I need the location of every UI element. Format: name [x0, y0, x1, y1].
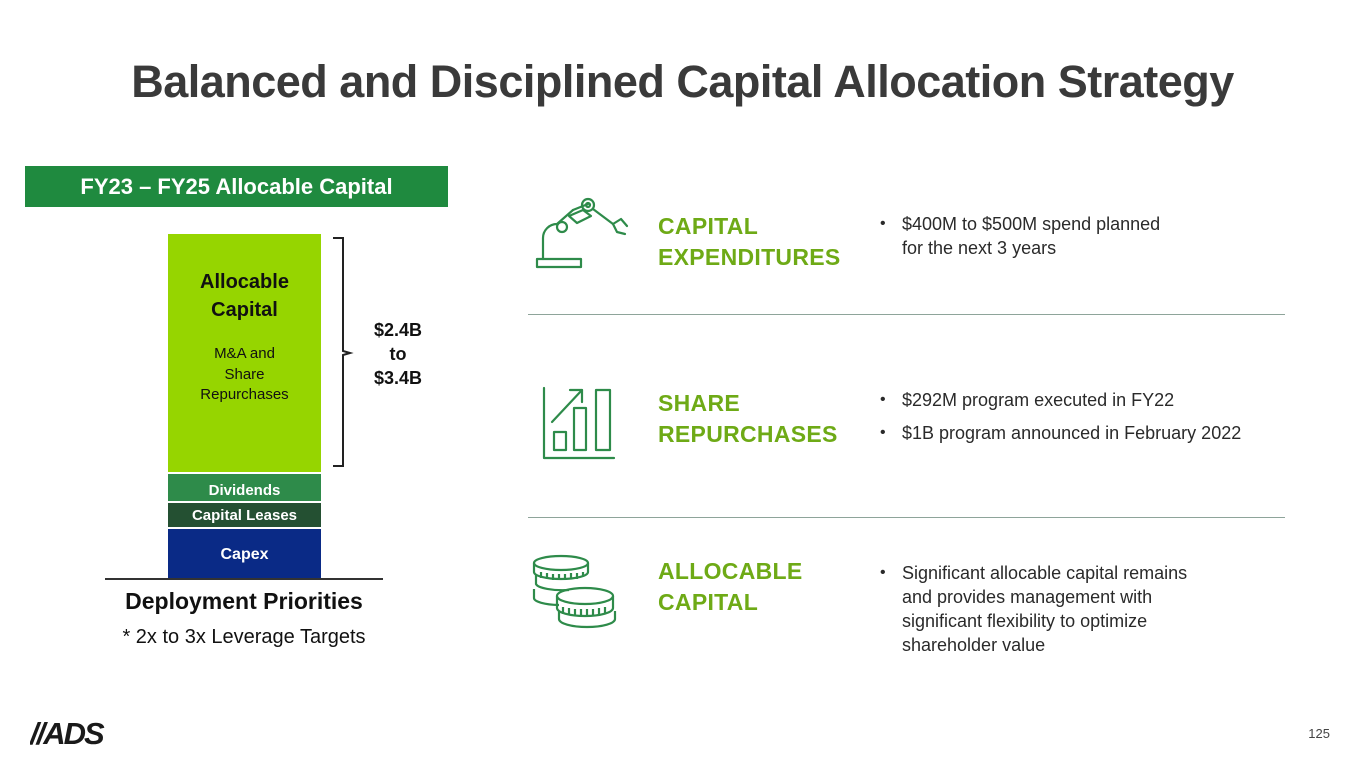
allocable-capital-header: FY23 – FY25 Allocable Capital	[25, 166, 448, 207]
range-line-1: $2.4B	[373, 320, 423, 340]
bullet-line: • $400M to $500M spend planned	[902, 214, 1161, 234]
bullet-line: • Significant allocable capital remains	[902, 563, 1188, 583]
capex-label-line-2: EXPENDITURES	[658, 244, 841, 270]
row-divider	[528, 314, 1285, 315]
logo-text: //ADS	[30, 716, 103, 748]
allocable-label-line-2: CAPITAL	[658, 589, 759, 615]
range-line-3: $3.4B	[373, 368, 423, 388]
bar-baseline	[105, 578, 383, 580]
robotic-arm-icon	[533, 196, 631, 272]
row-divider	[528, 517, 1285, 518]
share-label-line-2: REPURCHASES	[658, 421, 838, 447]
bullet-line: • $1B program announced in February 2022	[902, 423, 1242, 443]
allocable-sub-line-1: M&A and	[214, 345, 275, 362]
deployment-priorities-title: Deployment Priorities	[125, 588, 363, 614]
dividends-segment: Dividends	[168, 474, 321, 501]
capex-segment: Capex	[168, 529, 321, 578]
bullet-item	[880, 561, 1187, 657]
allocable-capital-bullets	[880, 561, 1187, 657]
share-repurchase-bullets	[880, 388, 1241, 445]
allocable-sub	[168, 344, 321, 406]
capital-range	[355, 318, 441, 390]
page-title: Balanced and Disciplined Capital Allocation Strategy	[131, 56, 1234, 107]
bullet-item	[880, 212, 1160, 260]
range-bracket	[330, 236, 356, 470]
allocable-sub-line-3: Repurchases	[200, 386, 289, 403]
share-label-line-1: SHARE	[658, 390, 741, 416]
capital-expenditures-label	[658, 211, 841, 273]
bullet-line: for the next 3 years	[902, 238, 1057, 258]
bullet-item	[880, 421, 1241, 445]
page-number: 125	[1308, 726, 1330, 741]
coin-stacks-icon	[529, 553, 621, 629]
capex-label-line-1: CAPITAL	[658, 213, 759, 239]
share-repurchases-label	[658, 388, 838, 450]
leverage-note: * 2x to 3x Leverage Targets	[122, 626, 366, 648]
bullet-item	[880, 388, 1241, 412]
allocable-label-line-1: ALLOCABLE	[658, 558, 803, 584]
allocable-capital-label	[658, 556, 803, 618]
capital-leases-segment: Capital Leases	[168, 503, 321, 527]
bullet-line: shareholder value	[902, 635, 1046, 655]
bullet-line: significant flexibility to optimize	[902, 611, 1148, 631]
allocable-title-line-2: Capital	[211, 299, 278, 321]
allocable-title-line-1: Allocable	[200, 271, 289, 293]
allocable-capital-segment	[168, 234, 321, 472]
bullet-line: • $292M program executed in FY22	[902, 390, 1175, 410]
ads-logo	[30, 714, 120, 748]
bullet-line: and provides management with	[902, 587, 1153, 607]
bar-chart-growth-icon	[540, 384, 618, 462]
allocable-sub-line-2: Share	[224, 365, 265, 383]
range-line-2: to	[389, 344, 407, 364]
capex-bullets	[880, 212, 1160, 260]
